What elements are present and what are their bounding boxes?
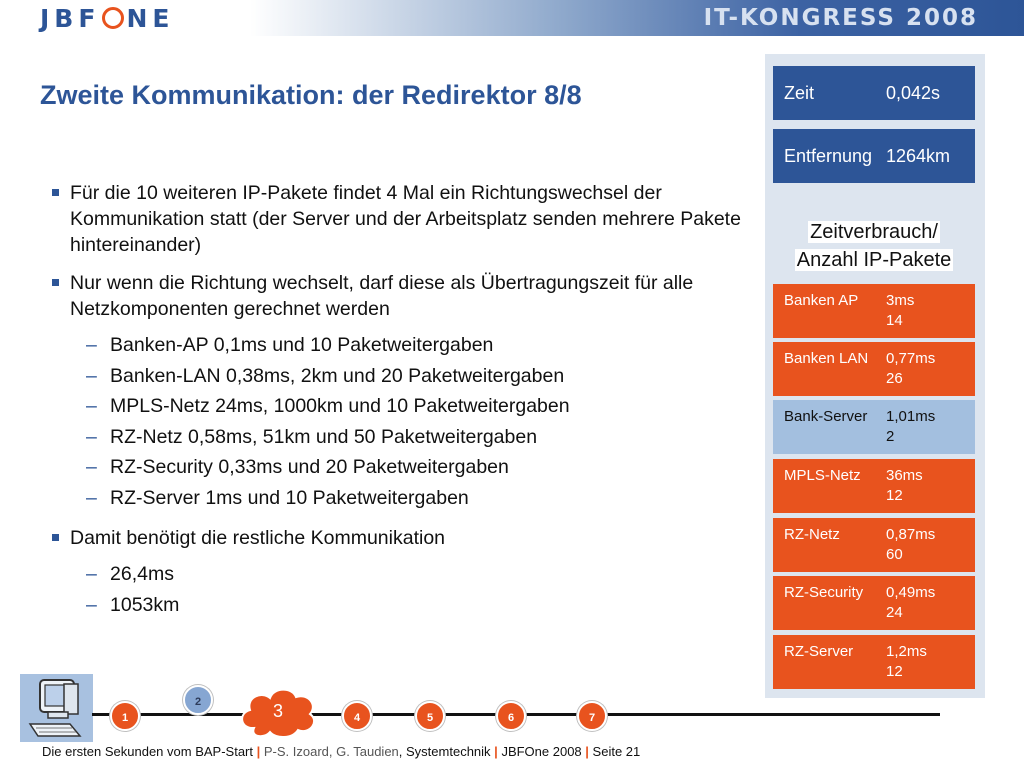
component-row: Banken LAN 0,77ms 26 — [773, 342, 975, 396]
sub-bullet-item: – RZ-Netz 0,58ms, 51km und 50 Paketweitergaben — [86, 425, 538, 448]
component-row: Banken AP 3ms 14 — [773, 284, 975, 338]
slide-content — [50, 180, 750, 632]
timeline-node: 1 — [110, 701, 140, 731]
component-row: MPLS-Netz 36ms 12 — [773, 459, 975, 513]
square-bullet-icon — [52, 189, 59, 196]
square-bullet-icon — [52, 279, 59, 286]
sub-bullet-item: – Banken-AP 0,1ms und 10 Paketweitergaben — [86, 334, 494, 356]
bullet-item: Für die 10 weiteren IP-Pakete findet 4 Mal ein Richtungswechsel der Kommunikation statt (der Server und der Arbeitsplatz senden mehrere Pakete hintereinander) — [50, 180, 750, 258]
slide-footer: Die ersten Sekunden vom BAP-Start | P-S. Izoard, G. Taudien, Systemtechnik | JBFOne 2008 | Seite 21 — [42, 744, 641, 759]
sub-bullet-item: – RZ-Security 0,33ms und 20 Paketweitergaben — [86, 456, 509, 478]
computer-icon — [20, 674, 93, 742]
header-bar — [0, 0, 1024, 36]
slide-title: Zweite Kommunikation: der Redirektor 8/8 — [40, 80, 582, 110]
jbfone-logo: JBF NE — [40, 4, 175, 33]
timeline-node-current: 2 — [183, 685, 213, 715]
timeline-node: 5 — [415, 701, 445, 731]
timeline-node: 7 — [577, 701, 607, 731]
sub-bullet-item: – 26,4ms — [86, 563, 174, 585]
bullet-item: Damit benötigt die restliche Kommunikation — [50, 525, 750, 551]
timeline-node: 4 — [342, 701, 372, 731]
sub-bullet-item: – Banken-LAN 0,38ms, 2km und 20 Paketweitergaben — [86, 364, 565, 387]
square-bullet-icon — [52, 534, 59, 541]
component-row-highlighted: Bank-Server 1,01ms 2 — [773, 400, 975, 454]
logo-o-ring — [102, 7, 124, 29]
component-row: RZ-Security 0,49ms 24 — [773, 576, 975, 630]
component-row: RZ-Server 1,2ms 12 — [773, 635, 975, 689]
cloud-icon: 3 — [236, 683, 320, 741]
timeline-node: 6 — [496, 701, 526, 731]
distance-box: Entfernung 1264km — [773, 129, 975, 183]
sub-bullet-list — [50, 330, 750, 513]
sub-bullet-item: – 1053km — [86, 593, 180, 616]
time-box: Zeit 0,042s — [773, 66, 975, 120]
sub-bullet-item: – RZ-Server 1ms und 10 Paketweitergaben — [86, 486, 469, 509]
sub-bullet-list — [50, 559, 750, 620]
panel-title: Zeitverbrauch/ Anzahl IP-Pakete — [796, 221, 952, 271]
sub-bullet-item: – MPLS-Netz 24ms, 1000km und 10 Paketweitergaben — [86, 395, 570, 417]
bullet-item: Nur wenn die Richtung wechselt, darf diese als Übertragungszeit für alle Netzkomponenten gerechnet werden — [50, 270, 750, 322]
event-title: IT-KONGRESS 2008 — [703, 5, 978, 31]
component-row: RZ-Netz 0,87ms 60 — [773, 518, 975, 572]
